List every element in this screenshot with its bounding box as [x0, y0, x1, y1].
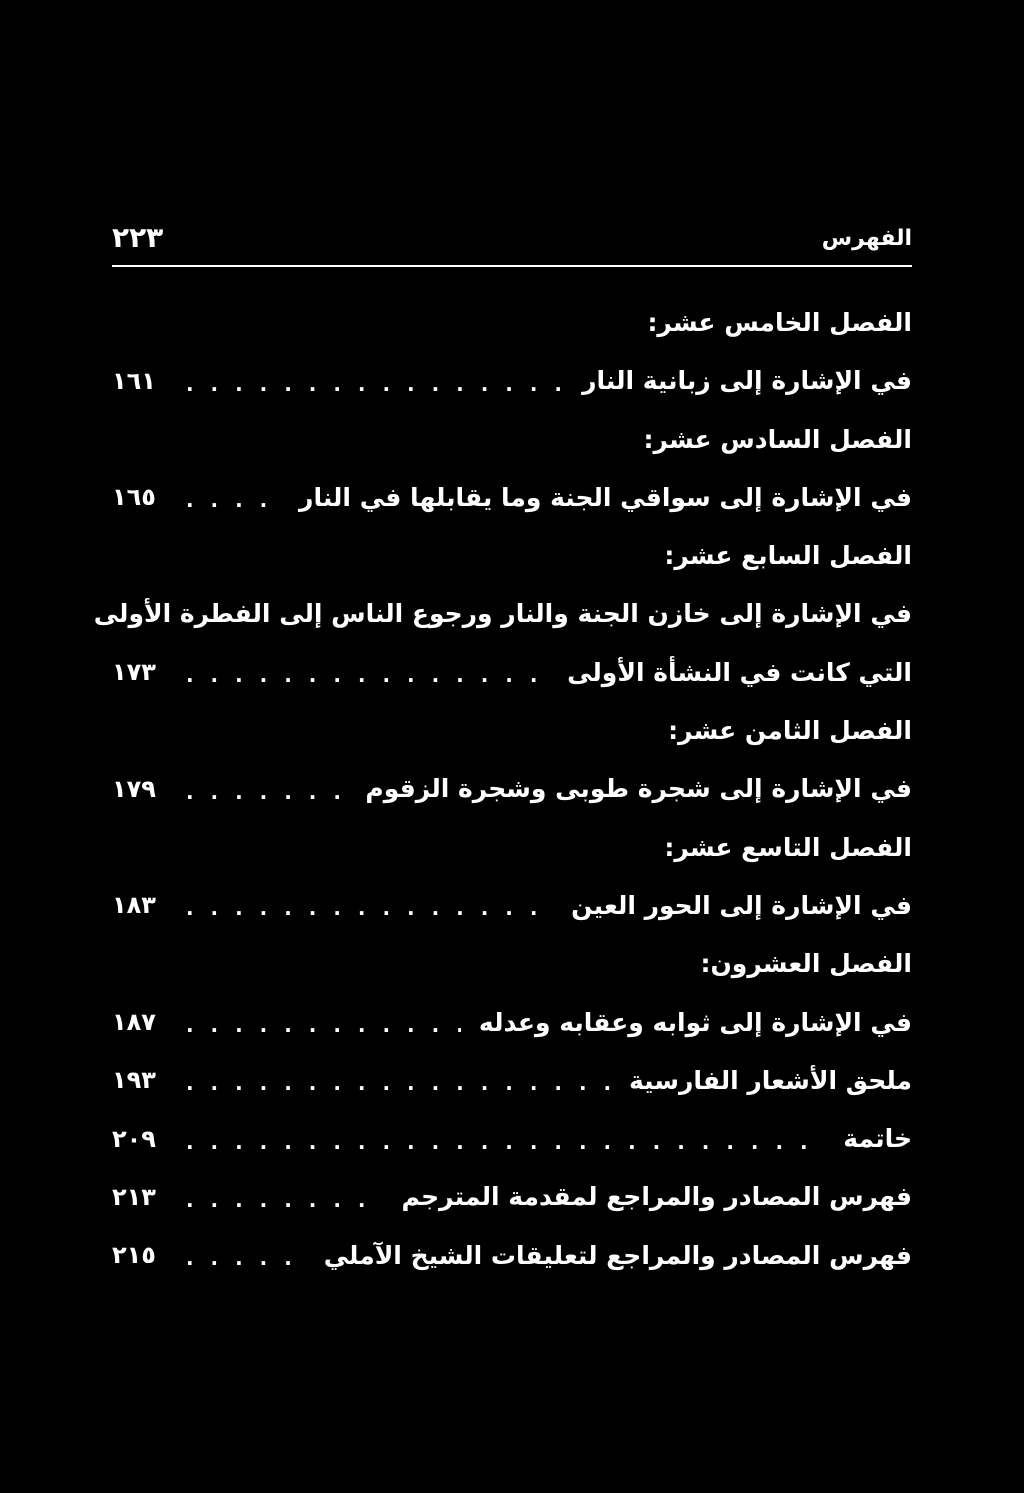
header-divider [112, 265, 912, 267]
toc-entry[interactable] [112, 1231, 912, 1289]
dot-leader [186, 892, 553, 918]
toc-entry-page: ١٨٧ [112, 1008, 156, 1037]
chapter-heading-row [112, 939, 912, 997]
toc-entry[interactable] [112, 764, 912, 822]
chapter-heading: الفصل التاسع عشر: [664, 832, 912, 862]
chapter-heading: الفصل السابع عشر: [664, 541, 912, 571]
toc-entry-page: ١٧٣ [112, 658, 156, 687]
chapter-heading: الفصل السادس عشر: [643, 424, 912, 454]
toc-entry[interactable] [112, 1056, 912, 1114]
toc-entry-title: في الإشارة إلى سواقي الجنة وما يقابلها في النار [299, 482, 912, 512]
dot-leader [186, 1067, 611, 1093]
running-header-title: الفهرس [821, 226, 912, 251]
toc-entry-title: خاتمة [843, 1124, 912, 1154]
chapter-heading-row [112, 706, 912, 764]
toc-entry-title: التي كانت في النشأة الأولى [567, 657, 912, 687]
toc-entry-continued-line [93, 589, 912, 647]
chapter-heading: الفصل الثامن عشر: [668, 716, 912, 746]
dot-leader [186, 1126, 825, 1152]
toc-entry-title: في الإشارة إلى زبانية النار [582, 366, 912, 396]
toc-entry[interactable] [112, 1172, 912, 1230]
chapter-heading-row [112, 531, 912, 589]
toc-entry-title: في الإشارة إلى شجرة طوبى وشجرة الزقوم [365, 774, 912, 804]
toc-entry-page: ١٦٥ [112, 483, 156, 512]
dot-leader [186, 368, 564, 394]
page-number: ٢٢٣ [112, 221, 164, 254]
toc-entry-title: فهرس المصادر والمراجع لتعليقات الشيخ الآملي [323, 1240, 912, 1270]
table-of-contents [93, 298, 912, 1289]
chapter-heading-row [112, 823, 912, 881]
toc-entry[interactable] [112, 998, 912, 1056]
toc-entry-page: ١٩٣ [112, 1066, 156, 1095]
chapter-heading-row [112, 415, 912, 473]
dot-leader [186, 659, 549, 685]
toc-entry[interactable] [112, 648, 912, 706]
toc-entry-title: ملحق الأشعار الفارسية [629, 1065, 912, 1095]
dot-leader [186, 1009, 461, 1035]
dot-leader [186, 484, 281, 510]
toc-entry-page: ٢١٣ [112, 1182, 156, 1211]
chapter-heading-row [112, 298, 912, 356]
toc-entry-page: ١٨٣ [112, 891, 156, 920]
dot-leader [186, 776, 347, 802]
toc-entry-title: فهرس المصادر والمراجع لمقدمة المترجم [401, 1182, 912, 1212]
chapter-heading: الفصل العشرون: [700, 949, 912, 979]
toc-entry-page: ١٧٩ [112, 774, 156, 803]
toc-entry[interactable] [112, 356, 912, 414]
toc-entry-page: ٢١٥ [112, 1241, 156, 1270]
toc-entry[interactable] [112, 1114, 912, 1172]
toc-entry[interactable] [112, 881, 912, 939]
toc-entry-page: ٢٠٩ [112, 1124, 156, 1153]
toc-entry-title: في الإشارة إلى الحور العين [571, 890, 912, 920]
toc-entry-title-line: في الإشارة إلى خازن الجنة والنار ورجوع الناس إلى الفطرة الأولى [93, 599, 912, 629]
toc-entry-title: في الإشارة إلى ثوابه وعقابه وعدله [478, 1007, 912, 1037]
chapter-heading: الفصل الخامس عشر: [647, 308, 912, 337]
toc-entry[interactable] [112, 473, 912, 531]
dot-leader [186, 1184, 384, 1210]
toc-entry-page: ١٦١ [112, 366, 156, 395]
dot-leader [186, 1242, 306, 1268]
